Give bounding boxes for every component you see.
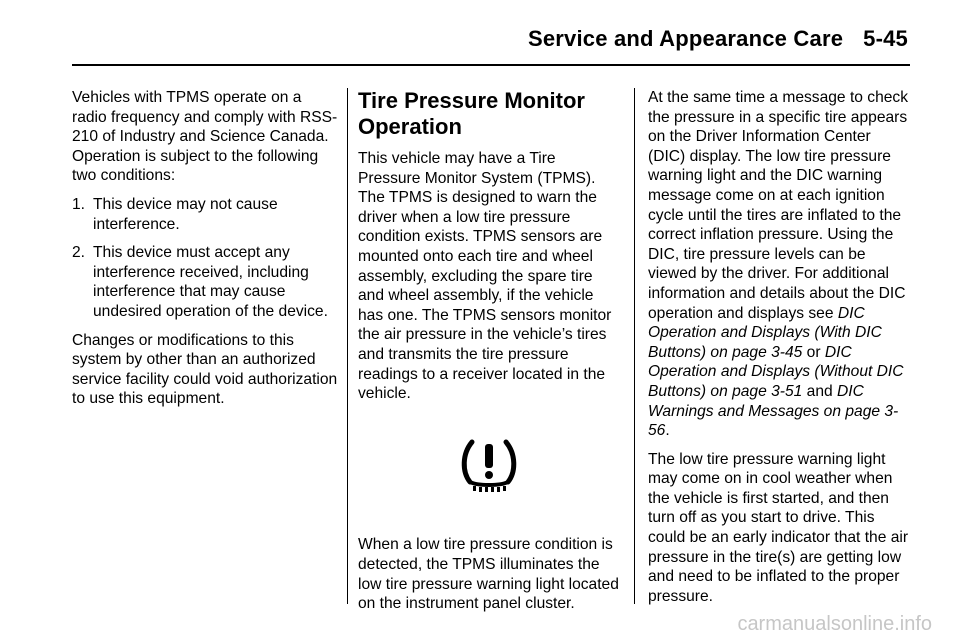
column-right <box>648 88 910 615</box>
cool-weather-paragraph: The low tire pressure warning light may come on in cool weather when the vehicle is first started, and then turn off as you start to drive. This could be an early indicator that the air pressure in the tire(s) are getting low and need to be inflated to the proper pressure. <box>648 450 909 605</box>
list-item <box>72 243 338 321</box>
reference-link[interactable]: DIC Operation and Displays (With DIC Buttons) on page 3-45 <box>648 304 882 361</box>
reference-link[interactable]: DIC Warnings and Messages on page 3-56 <box>648 382 899 440</box>
list-item <box>72 195 338 234</box>
reference-link[interactable]: DIC Operation and Displays (Without DIC Buttons) on page 3-51 <box>648 343 904 400</box>
watermark: carmanualsonline.info <box>737 613 932 635</box>
column-middle <box>358 88 620 623</box>
section-title: Service and Appearance Care <box>527 26 844 51</box>
connector-text: or <box>802 343 825 361</box>
warning-light-paragraph: When a low tire pressure condition is detected, the TPMS illuminates the low tire pressure warning light located on the instrument panel cluster. <box>358 536 619 613</box>
header-rule <box>72 64 910 66</box>
period-text: . <box>665 422 670 440</box>
page-number: 5-45 <box>863 26 908 51</box>
list-text: This device must accept any interference received, including interference that may cause undesired operation of the device. <box>93 244 328 320</box>
dic-text: At the same time a message to check the pressure in a specific tire appears on the Driver Information Center (DIC) display. The low tire pressure warning light and the DIC warning message come on at each ignition cycle until the tires are inflated to the correct inflation pressure. Using the DIC, tire pressure levels can be viewed by the driver. For additional information and details about the DIC operation and displays see <box>648 89 909 322</box>
intro-paragraph: Vehicles with TPMS operate on a radio frequency and comply with RSS-210 of Industry and Science Canada. Operation is subject to the following two conditions: <box>72 89 338 185</box>
list-number: 1. <box>72 195 86 213</box>
closing-paragraph: Changes or modifications to this system by other than an authorized service facility could void authorization to use this equipment. <box>72 331 338 408</box>
list-text: This device may not cause interference. <box>93 195 278 233</box>
conditions-list <box>72 195 338 322</box>
dic-paragraph <box>648 88 910 441</box>
page-header <box>528 26 908 52</box>
tire-pressure-warning-icon <box>458 436 520 494</box>
section-heading: Tire Pressure Monitor Operation <box>358 88 585 139</box>
list-number: 2. <box>72 244 86 262</box>
connector-text: and <box>802 382 838 400</box>
column-divider <box>347 88 348 604</box>
tpms-description: This vehicle may have a Tire Pressure Monitor System (TPMS). The TPMS is designed to warn the driver when a low tire pressure condition exists. TPMS sensors are mounted onto each tire and wheel assembly, excluding the spare tire and wheel assembly, if the vehicle has one. The TPMS sensors monitor the air pressure in the vehicle’s tires and transmits the tire pressure readings to a receiver located in the vehicle. <box>358 150 612 403</box>
column-divider <box>634 88 635 604</box>
column-left <box>72 88 338 418</box>
icon-container <box>358 436 620 500</box>
